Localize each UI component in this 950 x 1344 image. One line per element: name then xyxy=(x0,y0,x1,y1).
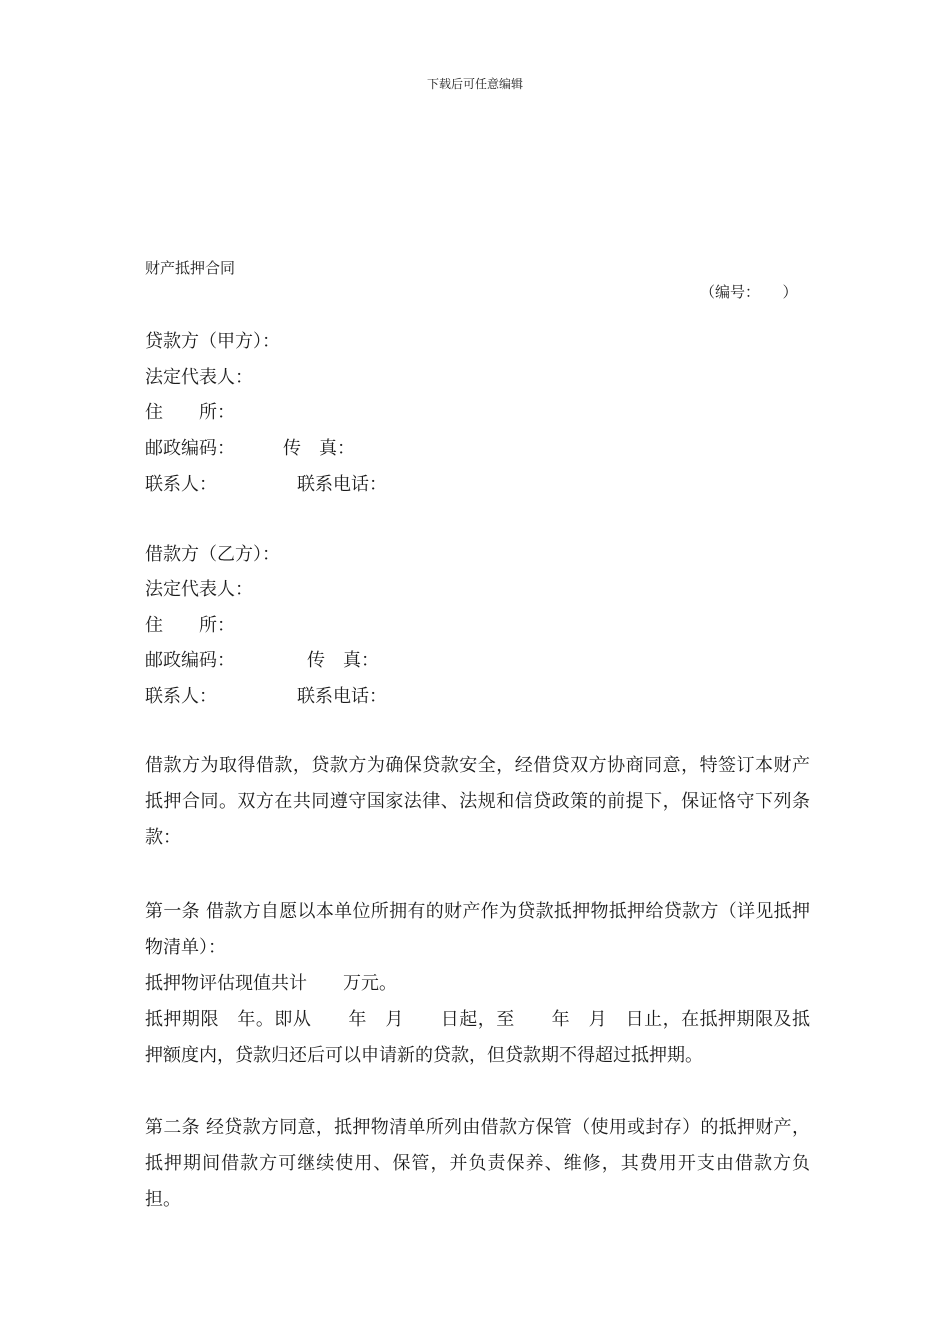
contract-title: 财产抵押合同 xyxy=(145,259,236,277)
contract-number: （编号： ） xyxy=(700,283,798,301)
borrower-contact-label: 联系人： xyxy=(145,686,217,707)
borrower-rep-label: 法定代表人： xyxy=(145,579,253,600)
borrower-party-label: 借款方（乙方）： xyxy=(145,544,280,565)
article-1-term: 抵押期限 年。即从 年 月 日起，至 年 月 日止，在抵押期限及抵押额度内，贷款归还后可以申请新的贷款，但贷款期不得超过抵押期。 xyxy=(145,1009,810,1066)
borrower-fax-label: 传 真： xyxy=(307,650,379,671)
preamble-paragraph: 借款方为取得借款，贷款方为确保贷款安全，经借贷双方协商同意，特签订本财产抵押合同。双方在共同遵守国家法律、法规和信贷政策的前提下，保证恪守下列条款： xyxy=(145,755,810,848)
borrower-address-label: 住 所： xyxy=(145,615,235,636)
lender-address-label: 住 所： xyxy=(145,402,235,423)
borrower-phone-label: 联系电话： xyxy=(297,686,387,707)
article-1-paragraph: 第一条 借款方自愿以本单位所拥有的财产作为贷款抵押物抵押给贷款方（详见抵押物清单）： xyxy=(145,901,810,958)
header-note: 下载后可任意编辑 xyxy=(426,77,523,91)
article-1-valuation: 抵押物评估现值共计 万元。 xyxy=(145,973,397,994)
lender-party-label: 贷款方（甲方）： xyxy=(145,331,280,352)
lender-contact-label: 联系人： xyxy=(145,474,217,495)
article-2-paragraph: 第二条 经贷款方同意，抵押物清单所列由借款方保管（使用或封存）的抵押财产，抵押期间借款方可继续使用、保管，并负责保养、维修，其费用开支由借款方负担。 xyxy=(145,1117,810,1210)
lender-rep-label: 法定代表人： xyxy=(145,367,253,388)
borrower-postcode-label: 邮政编码： xyxy=(145,650,235,671)
lender-fax-label: 传 真： xyxy=(283,438,355,459)
lender-postcode-label: 邮政编码： xyxy=(145,438,235,459)
lender-phone-label: 联系电话： xyxy=(297,474,387,495)
